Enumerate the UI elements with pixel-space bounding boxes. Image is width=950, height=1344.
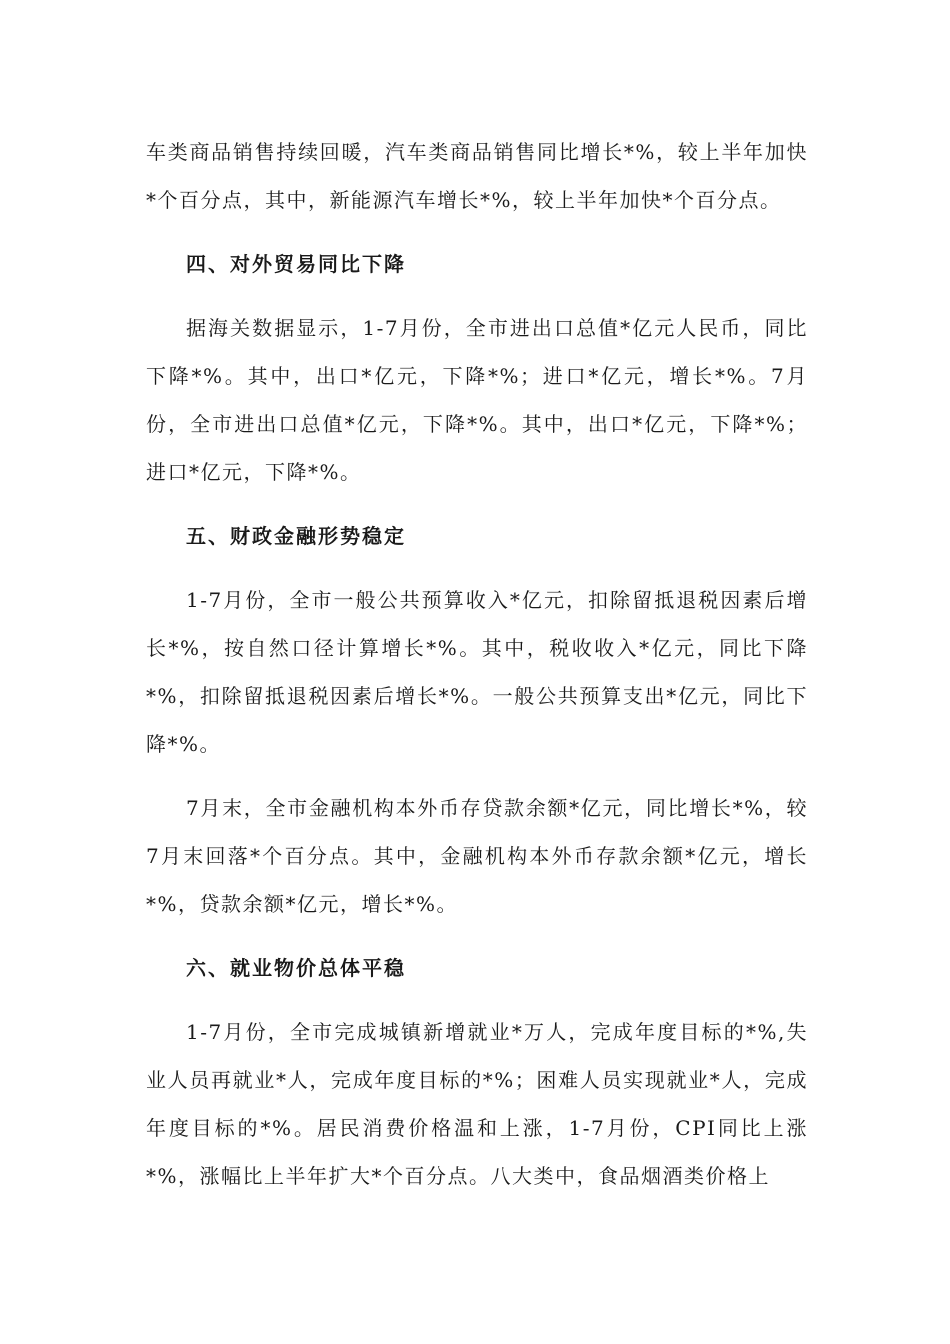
heading-foreign-trade: 四、对外贸易同比下降 <box>186 252 406 276</box>
paragraph-foreign-trade: 据海关数据显示，1-7月份，全市进出口总值*亿元人民币，同比下降*%。其中，出口*亿元，下降*%；进口*亿元，增长*%。7月份，全市进出口总值*亿元，下降*%。其中，出口*亿元，下降*%；进口*亿元，下降*%。 <box>146 316 808 484</box>
paragraph-employment-prices: 1-7月份，全市完成城镇新增就业*万人，完成年度目标的*%,失业人员再就业*人，完成年度目标的*%；困难人员实现就业*人，完成年度目标的*%。居民消费价格温和上涨，1-7月份，CPI同比上涨*%，涨幅比上半年扩大*个百分点。八大类中，食品烟酒类价格上 <box>146 1020 808 1188</box>
heading-fiscal-finance: 五、财政金融形势稳定 <box>186 524 406 548</box>
paragraph-auto-sales: 车类商品销售持续回暖，汽车类商品销售同比增长*%，较上半年加快*个百分点，其中，新能源汽车增长*%，较上半年加快*个百分点。 <box>146 140 808 212</box>
document-body <box>146 128 808 1216</box>
paragraph-fiscal: 1-7月份，全市一般公共预算收入*亿元，扣除留抵退税因素后增长*%，按自然口径计算增长*%。其中，税收收入*亿元，同比下降*%，扣除留抵退税因素后增长*%。一般公共预算支出*亿元，同比下降*%。 <box>146 588 808 756</box>
paragraph-finance: 7月末，全市金融机构本外币存贷款余额*亿元，同比增长*%，较7月末回落*个百分点。其中，金融机构本外币存款余额*亿元，增长*%，贷款余额*亿元，增长*%。 <box>146 796 808 916</box>
heading-employment-prices: 六、就业物价总体平稳 <box>186 956 406 980</box>
